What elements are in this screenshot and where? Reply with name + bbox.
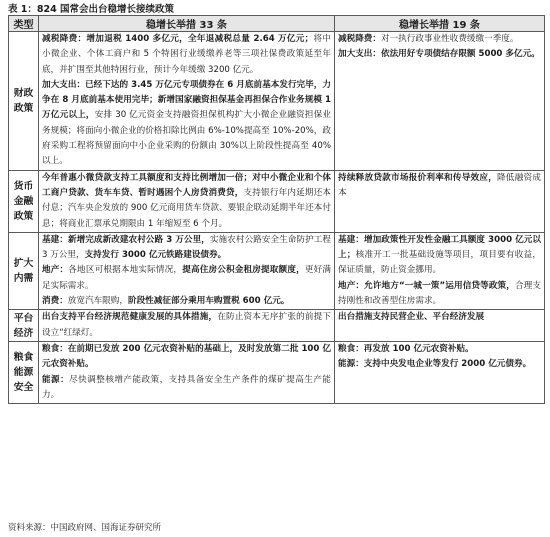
measures-33-cell	[39, 341, 335, 403]
bold-text: 支持发行 3000 亿元铁路建设债券。	[84, 250, 227, 261]
measures-33-cell-paragraph	[42, 171, 331, 232]
row-type-label: 扩大 内需	[9, 232, 39, 309]
measures-33-cell-paragraph	[42, 373, 331, 404]
measures-19-cell	[335, 170, 545, 232]
body-text: 合理支持刚性和改善型住房需求。	[338, 280, 541, 307]
body-text: 降低融资成本	[338, 172, 541, 198]
bold-text: 出台措施支持民营企业、平台经济发展	[338, 312, 485, 323]
bold-text: 能源：	[42, 374, 70, 385]
measures-33-cell	[39, 310, 335, 342]
bold-text: 粮食：在前期已发放 200 亿元农资补贴的基础上，及时发放第二批 100 亿元农资补贴。	[42, 343, 331, 370]
policy-table-wrapper	[8, 15, 544, 404]
table-row-monetary-policy	[9, 170, 545, 232]
table-caption: 表 1：824 国常会出台稳增长接续政策	[8, 4, 175, 15]
bold-text: 今年普惠小微贷款支持工具额度和支持比例增加一倍；对中小微企业和个体工商户贷款、货车车贷、暂时遇困个人房贷消费贷，	[42, 172, 331, 198]
source-note: 资料来源：中国政府网、国海证券研究所	[8, 523, 162, 533]
bold-text: 基建：新增完成新改建农村公路 3 万公里，	[42, 234, 210, 245]
body-text: 实施农村公路安全生命防护工程 3 万公里，	[42, 234, 331, 261]
measures-33-cell-paragraph	[42, 310, 331, 341]
bold-text: 地产：	[42, 265, 69, 276]
measures-19-cell-paragraph	[338, 233, 541, 279]
header-19-measures: 稳增长举措 19 条	[335, 16, 545, 32]
measures-33-cell	[39, 32, 335, 171]
body-text: 将中小微企业、个体工商户和 5 个特困行业缓缴养老等三项社保费政策延至年底，并扩围至其他特困行业，预计今年缓缴 3200 亿元。	[42, 34, 331, 75]
table-row-fiscal-policy	[9, 32, 545, 171]
measures-19-cell	[335, 32, 545, 171]
table-row-platform-economy	[9, 310, 545, 342]
measures-19-cell	[335, 232, 545, 309]
measures-19-cell-paragraph	[338, 279, 541, 310]
measures-19-cell	[335, 310, 545, 342]
measures-33-cell-paragraph	[42, 78, 331, 170]
row-type-label: 货币 金融 政策	[9, 170, 39, 232]
measures-33-cell	[39, 170, 335, 232]
policy-table	[8, 15, 545, 404]
header-33-measures: 稳增长举措 33 条	[39, 16, 335, 32]
table-row-food-energy-security	[9, 341, 545, 403]
body-text: 放宽汽车限购，	[67, 296, 128, 307]
measures-19-cell	[335, 341, 545, 403]
body-text: 支持银行年内延期还本付息；汽车央企发放的 900 亿元商用货车贷款、要银企联动延期半年还本付息；将商业汇票承兑期限由 1 年缩短至 6 个月。	[42, 187, 331, 229]
bold-text: 基建：增加政策性开发性金融工具额度 3000 亿元以上；	[338, 234, 541, 261]
table-row-domestic-demand	[9, 232, 545, 309]
bold-text: 能源：支持中央发电企业等发行 2000 亿元债券。	[338, 359, 532, 370]
bold-text: 加大支出：已经下达的 3.45 万亿元专项债券在 6 月底前基本发行完毕，力争在 8 月底前基本使用完毕；新增国家融资担保基金再担保合作业务规模 1 万亿元以上，	[42, 79, 331, 121]
measures-19-cell-paragraph	[338, 171, 541, 202]
bold-text: 出台支持平台经济规范健康发展的具体措施，	[42, 312, 218, 323]
measures-33-cell-paragraph	[42, 233, 331, 264]
measures-19-cell-paragraph	[338, 357, 541, 372]
measures-33-cell	[39, 232, 335, 309]
bold-text: 地产：允许地方“一城一策”运用信贷等政策，	[338, 280, 515, 291]
body-text: 核准开工一批基础设施等项目，项目要有收益，保证质量，防止资金挪用。	[338, 250, 541, 276]
measures-33-cell-paragraph	[42, 32, 331, 78]
body-text: 各地区可根据本地实际情况，	[68, 265, 183, 276]
bold-text: 消费：	[42, 296, 68, 307]
row-type-label: 财政 政策	[9, 32, 39, 171]
body-text: 对一执行政事业性收费缓缴一季度。	[380, 34, 519, 44]
measures-19-cell-paragraph	[338, 310, 541, 325]
table-header-row	[9, 16, 545, 32]
body-text: 尽快调整核增产能政策，支持具备安全生产条件的煤矿提高生产能力。	[42, 374, 331, 400]
body-text: 在防止资本无序扩张的前提下设立“红绿灯。	[42, 312, 331, 338]
bold-text: 减税降费：	[338, 34, 381, 44]
measures-19-cell-paragraph	[338, 32, 541, 47]
bold-text: 减税降费：增加退税 1400 多亿元，全年退减税总量 2.64 万亿元；	[42, 34, 314, 44]
measures-33-cell-paragraph	[42, 342, 331, 373]
row-type-label: 粮食 能源 安全	[9, 341, 39, 403]
bold-text: 粮食：再发放 100 亿元农资补贴。	[338, 343, 474, 354]
body-text: 安排 30 亿元资金支持融资担保机构扩大小微企业融资担保业务规模；将面向小微企业的价格扣除比例由 6%-10%提高至 10%-20%，政府采购工程将预留面向中小企业采购的份额由 30%以上阶段性提高至 40%以上。	[42, 110, 331, 167]
measures-19-cell-paragraph	[338, 342, 541, 357]
bold-text: 提高住房公积金租房提取额度，	[182, 265, 305, 276]
measures-33-cell-paragraph	[42, 263, 331, 294]
row-type-label: 平台 经济	[9, 310, 39, 342]
bold-text: 阶段性减征部分乘用车购置税 600 亿元。	[127, 296, 290, 307]
measures-19-cell-paragraph	[338, 47, 541, 62]
bold-text: 持续释放贷款市场报价利率和传导效应，	[338, 172, 498, 183]
bold-text: 加大支出：依法用好专项债结存限额 5000 多亿元。	[338, 49, 540, 60]
body-text: 更好满足实际需求。	[42, 265, 331, 291]
header-type: 类型	[9, 16, 39, 32]
measures-33-cell-paragraph	[42, 294, 331, 309]
